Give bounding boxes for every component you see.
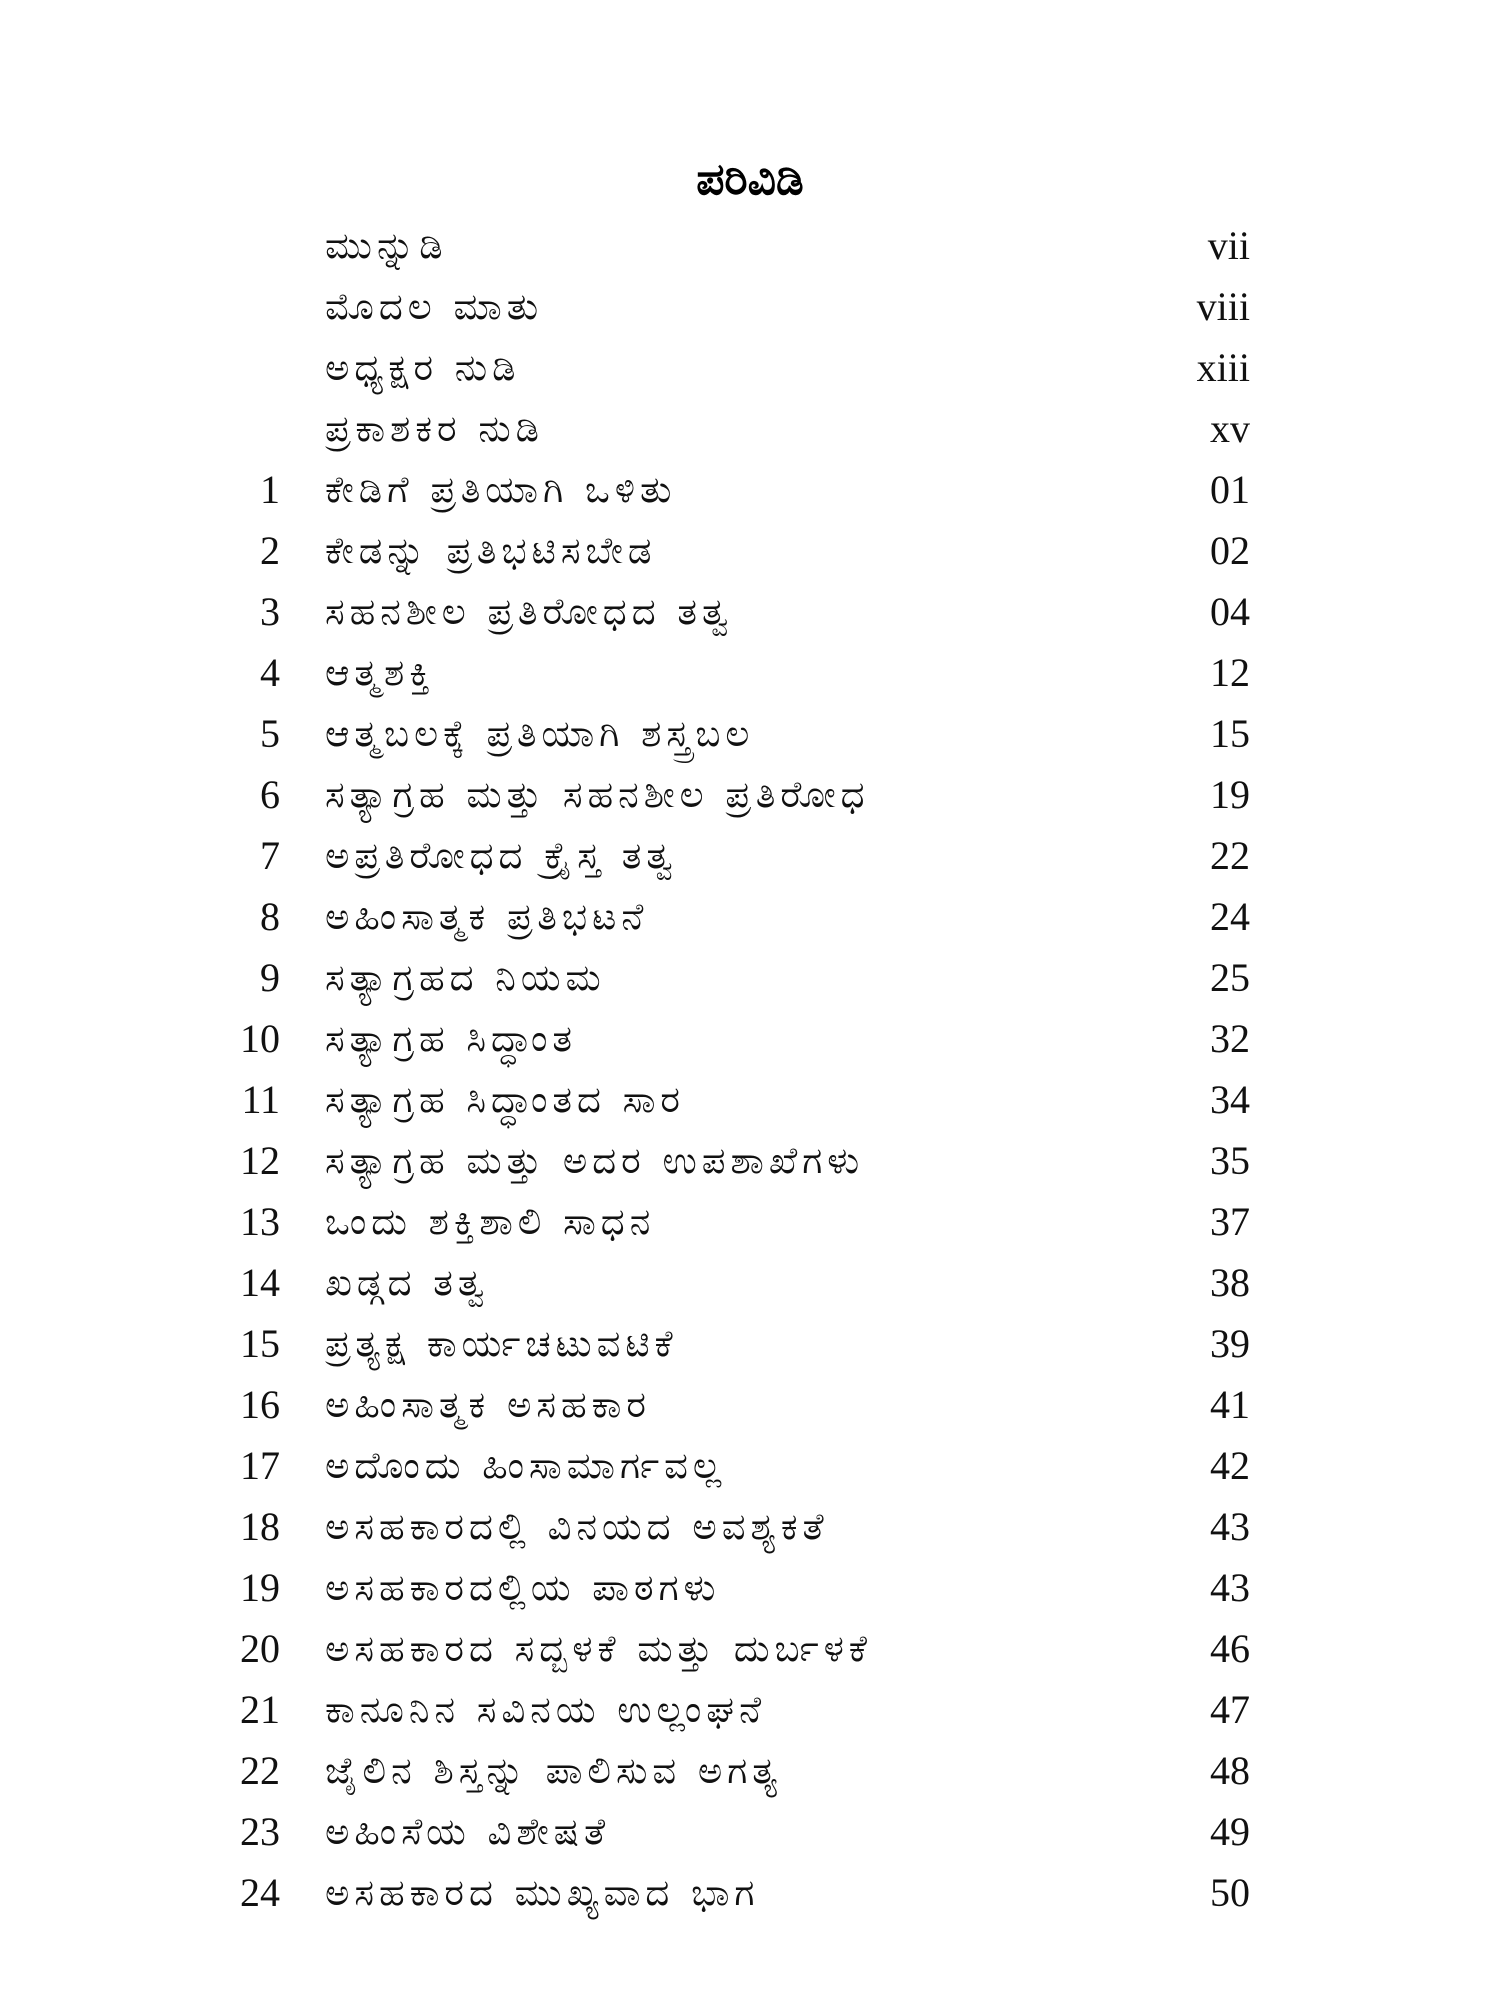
page-number: 46 bbox=[1210, 1626, 1250, 1671]
page-number: 43 bbox=[1210, 1565, 1250, 1610]
page-number: 35 bbox=[1210, 1138, 1250, 1183]
chapter-number: 7 bbox=[260, 833, 280, 878]
page-number: 04 bbox=[1210, 589, 1250, 634]
chapter-number: 4 bbox=[260, 650, 280, 695]
toc-row bbox=[0, 703, 1500, 764]
chapter-title: ಮೊದಲ ಮಾತು bbox=[325, 285, 544, 328]
page-number: viii bbox=[1196, 284, 1250, 329]
chapter-title: ಸತ್ಯಾಗ್ರಹ ಮತ್ತು ಸಹನಶೀಲ ಪ್ರತಿರೋಧ bbox=[325, 773, 870, 816]
chapter-number: 6 bbox=[260, 772, 280, 817]
page-number: 39 bbox=[1210, 1321, 1250, 1366]
page-number: 02 bbox=[1210, 528, 1250, 573]
toc-row bbox=[0, 215, 1500, 276]
toc-row bbox=[0, 825, 1500, 886]
page-number: 49 bbox=[1210, 1809, 1250, 1854]
chapter-title: ಸತ್ಯಾಗ್ರಹದ ನಿಯಮ bbox=[325, 956, 606, 999]
chapter-title: ಸತ್ಯಾಗ್ರಹ ಮತ್ತು ಅದರ ಉಪಶಾಖೆಗಳು bbox=[325, 1139, 865, 1182]
chapter-number: 3 bbox=[260, 589, 280, 634]
chapter-number: 24 bbox=[240, 1870, 280, 1915]
chapter-title: ಪ್ರಕಾಶಕರ ನುಡಿ bbox=[325, 407, 544, 450]
chapter-title: ಅಹಿಂಸೆಯ ವಿಶೇಷತೆ bbox=[325, 1810, 611, 1853]
chapter-number: 23 bbox=[240, 1809, 280, 1854]
chapter-number: 10 bbox=[240, 1016, 280, 1061]
page-number: 34 bbox=[1210, 1077, 1250, 1122]
page-number: xiii bbox=[1196, 345, 1250, 390]
toc-row bbox=[0, 1435, 1500, 1496]
toc-row bbox=[0, 1191, 1500, 1252]
page-number: 19 bbox=[1210, 772, 1250, 817]
chapter-number: 11 bbox=[241, 1077, 280, 1122]
chapter-title: ಸಹನಶೀಲ ಪ್ರತಿರೋಧದ ತತ್ವ bbox=[325, 590, 734, 633]
table-of-contents bbox=[0, 215, 1500, 1923]
chapter-title: ಅಸಹಕಾರದ ಸದ್ಬಳಕೆ ಮತ್ತು ದುರ್ಬಳಕೆ bbox=[325, 1627, 872, 1670]
page-number: 43 bbox=[1210, 1504, 1250, 1549]
page-number: 38 bbox=[1210, 1260, 1250, 1305]
page-number: 25 bbox=[1210, 955, 1250, 1000]
chapter-number: 22 bbox=[240, 1748, 280, 1793]
page-number: vii bbox=[1207, 223, 1250, 268]
chapter-number: 9 bbox=[260, 955, 280, 1000]
toc-row bbox=[0, 1801, 1500, 1862]
toc-row bbox=[0, 1496, 1500, 1557]
toc-row bbox=[0, 581, 1500, 642]
chapter-number: 13 bbox=[240, 1199, 280, 1244]
chapter-title: ಸತ್ಯಾಗ್ರಹ ಸಿದ್ಧಾಂತದ ಸಾರ bbox=[325, 1078, 685, 1121]
chapter-number: 16 bbox=[240, 1382, 280, 1427]
page-number: 01 bbox=[1210, 467, 1250, 512]
chapter-number: 12 bbox=[240, 1138, 280, 1183]
chapter-title: ಸತ್ಯಾಗ್ರಹ ಸಿದ್ಧಾಂತ bbox=[325, 1017, 578, 1060]
chapter-title: ಅಸಹಕಾರದಲ್ಲಿ ವಿನಯದ ಅವಶ್ಯಕತೆ bbox=[325, 1505, 829, 1548]
toc-row bbox=[0, 1740, 1500, 1801]
chapter-number: 1 bbox=[260, 467, 280, 512]
chapter-title: ಕೇಡನ್ನು ಪ್ರತಿಭಟಿಸಬೇಡ bbox=[325, 529, 657, 572]
toc-row bbox=[0, 642, 1500, 703]
chapter-number: 20 bbox=[240, 1626, 280, 1671]
chapter-title: ಅದೊಂದು ಹಿಂಸಾಮಾರ್ಗವಲ್ಲ bbox=[325, 1444, 727, 1487]
toc-row bbox=[0, 1557, 1500, 1618]
toc-row bbox=[0, 520, 1500, 581]
toc-row bbox=[0, 764, 1500, 825]
chapter-title: ಒಂದು ಶಕ್ತಿಶಾಲಿ ಸಾಧನ bbox=[325, 1200, 656, 1243]
chapter-number: 2 bbox=[260, 528, 280, 573]
page-number: 15 bbox=[1210, 711, 1250, 756]
chapter-title: ಅಧ್ಯಕ್ಷರ ನುಡಿ bbox=[325, 346, 521, 389]
toc-row bbox=[0, 1008, 1500, 1069]
toc-row bbox=[0, 1252, 1500, 1313]
toc-row bbox=[0, 947, 1500, 1008]
page-number: 32 bbox=[1210, 1016, 1250, 1061]
toc-row bbox=[0, 1862, 1500, 1923]
toc-row bbox=[0, 1374, 1500, 1435]
toc-row bbox=[0, 398, 1500, 459]
chapter-title: ಖಡ್ಗದ ತತ್ವ bbox=[325, 1261, 490, 1304]
chapter-number: 15 bbox=[240, 1321, 280, 1366]
toc-row bbox=[0, 459, 1500, 520]
toc-row bbox=[0, 1618, 1500, 1679]
toc-row bbox=[0, 1069, 1500, 1130]
toc-row bbox=[0, 886, 1500, 947]
chapter-title: ಜೈಲಿನ ಶಿಸ್ತನ್ನು ಪಾಲಿಸುವ ಅಗತ್ಯ bbox=[325, 1749, 783, 1792]
chapter-title: ಆತ್ಮಶಕ್ತಿ bbox=[325, 651, 435, 694]
chapter-title: ಅಸಹಕಾರದಲ್ಲಿಯ ಪಾಠಗಳು bbox=[325, 1566, 721, 1609]
page-number: 50 bbox=[1210, 1870, 1250, 1915]
toc-row bbox=[0, 1130, 1500, 1191]
toc-row bbox=[0, 1313, 1500, 1374]
page-number: 48 bbox=[1210, 1748, 1250, 1793]
toc-row bbox=[0, 276, 1500, 337]
chapter-title: ಮುನ್ನುಡಿ bbox=[325, 224, 448, 267]
chapter-title: ಅಹಿಂಸಾತ್ಮಕ ಅಸಹಕಾರ bbox=[325, 1383, 651, 1426]
page-number: 42 bbox=[1210, 1443, 1250, 1488]
chapter-number: 21 bbox=[240, 1687, 280, 1732]
chapter-number: 18 bbox=[240, 1504, 280, 1549]
chapter-title: ಕಾನೂನಿನ ಸವಿನಯ ಉಲ್ಲಂಘನೆ bbox=[325, 1688, 767, 1731]
page-number: xv bbox=[1210, 406, 1250, 451]
chapter-title: ಅಸಹಕಾರದ ಮುಖ್ಯವಾದ ಭಾಗ bbox=[325, 1871, 760, 1914]
chapter-title: ಆತ್ಮಬಲಕ್ಕೆ ಪ್ರತಿಯಾಗಿ ಶಸ್ತ್ರಬಲ bbox=[325, 712, 755, 755]
chapter-title: ಅಪ್ರತಿರೋಧದ ಕ್ರೈಸ್ತ ತತ್ವ bbox=[325, 834, 678, 877]
chapter-title: ಕೇಡಿಗೆ ಪ್ರತಿಯಾಗಿ ಒಳಿತು bbox=[325, 468, 677, 511]
page-number: 12 bbox=[1210, 650, 1250, 695]
page-number: 47 bbox=[1210, 1687, 1250, 1732]
chapter-number: 5 bbox=[260, 711, 280, 756]
toc-row bbox=[0, 1679, 1500, 1740]
chapter-title: ಅಹಿಂಸಾತ್ಮಕ ಪ್ರತಿಭಟನೆ bbox=[325, 895, 649, 938]
page-title: ಪರಿವಿಡಿ bbox=[696, 154, 804, 205]
chapter-title: ಪ್ರತ್ಯಕ್ಷ ಕಾರ್ಯಚಟುವಟಿಕೆ bbox=[325, 1322, 678, 1365]
page-number: 22 bbox=[1210, 833, 1250, 878]
chapter-number: 19 bbox=[240, 1565, 280, 1610]
page-number: 41 bbox=[1210, 1382, 1250, 1427]
page-number: 37 bbox=[1210, 1199, 1250, 1244]
chapter-number: 14 bbox=[240, 1260, 280, 1305]
toc-row bbox=[0, 337, 1500, 398]
page-number: 24 bbox=[1210, 894, 1250, 939]
chapter-number: 17 bbox=[240, 1443, 280, 1488]
chapter-number: 8 bbox=[260, 894, 280, 939]
